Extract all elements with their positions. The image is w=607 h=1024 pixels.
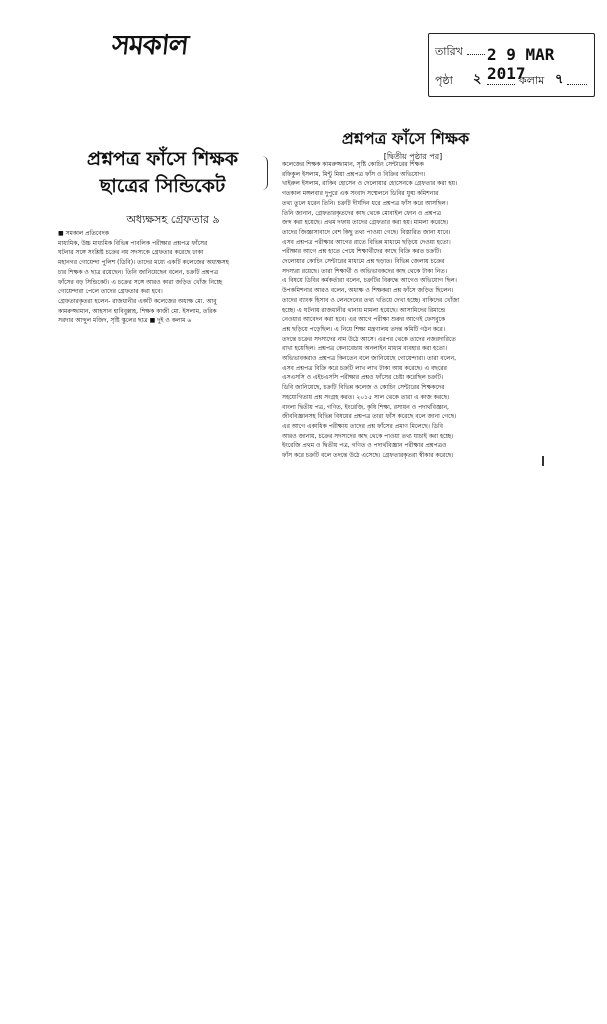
body-line: পরীক্ষার আগে প্রশ্ন হাতে পেয়ে শিক্ষার্থীদের কাছে বিক্রি করত চক্রটি। — [282, 248, 442, 256]
body-line: তাদের ব্যাংক হিসাব ও লেনদেনের তথ্য খতিয়ে দেখা হচ্ছে। বাকিদের খোঁজা — [282, 296, 460, 304]
body-line: তিনি জানান, গ্রেফতারকৃতদের কাছ থেকে মোবাইল ফোন ও প্রশ্নপত্র — [282, 209, 442, 217]
body-line: বাংলা দ্বিতীয় পত্র, গণিত, ইংরেজি, কৃষি শিক্ষা, রসায়ন ও পদার্থবিজ্ঞান, — [282, 403, 449, 411]
body-line: উপকমিশনার আরও বলেন, অধ্যক্ষ ও শিক্ষকরা প্রশ্ন ফাঁসে জড়িত ছিলেন। — [282, 287, 454, 295]
body-line: আরও জানায়, চক্রের সদস্যদের কাছ থেকে পাওয়া তথ্য যাচাই করা হচ্ছে। — [282, 432, 454, 440]
body-line: খাইরুল ইসলাম, রাকিব হোসেন ও দেলোয়ার হোসেনকে গ্রেফতার করা হয়। — [282, 180, 458, 188]
body-line: তাদের জিজ্ঞাসাবাদে বেশ কিছু তথ্য পাওয়া গেছে। বিস্তারিত জানা যাবে। — [282, 228, 451, 236]
body-line: ফাঁসের বড় সিন্ডিকেট। এ চক্রের সঙ্গে আরও কারা জড়িত খোঁজ নিচ্ছে — [58, 278, 223, 286]
body-line: জব্দ করা হয়েছে। প্রথম দফায় তাদের গ্রেফতার করা হয়। মামলা করেছে। — [282, 219, 449, 227]
left-headline-line1: প্রশ্নপত্র ফাঁসে শিক্ষক — [86, 148, 239, 170]
right-headline: প্রশ্নপত্র ফাঁসে শিক্ষক — [341, 129, 470, 148]
body-line: এসব প্রশ্নপত্র পরীক্ষার আগের রাতে বিভিন্ন মাধ্যমে ছড়িয়ে দেওয়া হতো। — [282, 238, 451, 246]
body-line: দেলোয়ার কোচিং সেন্টারের মাধ্যমে প্রশ্ন ছড়াত। বিভিন্ন জেলায় চক্রের — [282, 258, 445, 266]
body-line: সরদার আব্দুল মজিদ, সৃষ্টি স্কুলের ছাত্র ■ দুই ও কলাম ৬ — [58, 317, 192, 325]
left-headline-line2: ছাত্রের সিন্ডিকেট — [99, 175, 226, 197]
body-line: সহযোগিতায় প্রশ্ন সংগ্রহ করত। ২০১৫ সাল থেকে তারা এ কাজ করছে। — [282, 393, 450, 401]
left-article-body — [58, 229, 270, 326]
stamp-column-value: ৭ — [555, 72, 564, 87]
body-line: মাধ্যমিক, উচ্চ মাধ্যমিক বিভিন্ন পাবলিক পরীক্ষার প্রশ্নপত্র ফাঁসের — [58, 239, 208, 247]
stamp-page-value: ২ — [473, 72, 482, 87]
stamp-date-label: তারিখ — [435, 45, 463, 58]
body-line: ঘটনার সঙ্গে সংশ্লিষ্ট চক্রের নয় সদস্যকে গ্রেফতার করেছে ঢাকা — [58, 249, 204, 257]
body-line: তদন্তে চক্রের সদস্যদের নাম উঠে আসে। এরপর থেকে তাদের নজরদারিতে — [282, 335, 456, 343]
body-line: মহানগর গোয়েন্দা পুলিশ (ডিবি)। তাদের মধ্যে একটি কলেজের অধ্যক্ষসহ — [58, 259, 229, 267]
body-line: এসএসসি ও এইচএসসি পরীক্ষার প্রশ্নও ফাঁসের চেষ্টা করেছিল চক্রটি। — [282, 374, 444, 382]
right-continued-label: [দ্বিতীয় পৃষ্ঠার পর] — [383, 152, 443, 161]
stamp-page-label: পৃষ্ঠা — [435, 74, 453, 87]
body-line: ডিবি জানিয়েছে, চক্রটি বিভিন্ন কলেজ ও কোচিং সেন্টারের শিক্ষকদের — [282, 384, 445, 392]
newspaper-masthead: সমকাল — [110, 30, 190, 61]
body-line: গতকাল মঙ্গলবার দুপুরে এক সংবাদ সম্মেলনে ডিবির যুগ্ম কমিশনার — [282, 190, 439, 198]
margin-mark — [542, 456, 544, 466]
body-line: এসব প্রশ্নপত্র বিক্রি করে চক্রটি লাখ লাখ টাকা আয় করেছে। এ বছরের — [282, 364, 447, 372]
left-headline — [60, 146, 265, 200]
stamp-dotted-line — [487, 84, 515, 85]
stamp-dotted-line — [567, 84, 587, 85]
body-line: চার শিক্ষক ও ছাত্র রয়েছেন। তিনি জানিয়েছেন বলেন, চক্রটি প্রশ্নপত্র — [58, 268, 219, 276]
left-subheadline: অধ্যক্ষসহ গ্রেফতার ৯ — [126, 213, 220, 226]
body-line: ফাঁস করে চক্রটি বলে তদন্তে উঠে এসেছে। গ্রেফতারকৃতরা স্বীকার করেছে। — [282, 452, 454, 460]
body-line: ইংরেজি প্রথম ও দ্বিতীয় পত্র, গণিত ও পদার্থবিজ্ঞান পরীক্ষার প্রশ্নপত্রও — [282, 442, 447, 450]
right-article-body — [282, 160, 514, 461]
headline-bracket-mark — [262, 156, 268, 190]
body-line: গোয়েন্দারা পেলে তাদের গ্রেফতার করা হবে। — [58, 288, 163, 296]
stamp-date-value: 2 9 MAR 2017 — [487, 45, 555, 83]
body-line: গ্রেফতারকৃতরা হলেন- রাজধানীর একটি কলেজের অধ্যক্ষ মো. আবু — [58, 297, 217, 305]
body-line: কলেজের শিক্ষক কামরুজ্জামান, সৃষ্টি কোচিং সেন্টারের শিক্ষক — [282, 161, 424, 168]
body-line: কামরুজ্জামান, আহসান হাবিবুল্লাহ, শিক্ষক কাজী মো. ইসলাম, তরিক — [58, 307, 217, 315]
body-line: অভিভাবকরাও প্রশ্নপত্র কিনতেন বলে জানিয়েছে গোয়েন্দারা। তারা বলেন, — [282, 355, 457, 363]
body-line: তথ্য তুলে ধরেন তিনি। চক্রটি দীর্ঘদিন ধরে প্রশ্নপত্র ফাঁস করে আসছিল। — [282, 199, 448, 207]
body-line: জীববিজ্ঞানসহ বিভিন্ন বিষয়ের প্রশ্নপত্র তারা ফাঁস করেছে বলে জানা গেছে। — [282, 413, 457, 421]
body-line: ■ সমকাল প্রতিবেদক — [58, 230, 109, 237]
body-line: রাখা হয়েছিল। প্রশ্নপত্র কেনাবেচায় অনলাইন মাধ্যম ব্যবহার করা হতো। — [282, 345, 447, 353]
body-line: এর আগে একাধিক পরীক্ষায় তাদের প্রশ্ন ফাঁসের প্রমাণ মিলেছে। ডিবি — [282, 422, 444, 430]
stamp-dotted-line — [467, 54, 485, 55]
body-line: নেওয়ার আবেদন করা হবে। এর আগে পরীক্ষা শুরুর আগেই ফেসবুকে — [282, 316, 446, 324]
body-line: রফিকুল ইসলাম, মিন্টু মিয়া প্রশ্নপত্র ফাঁস ও বিক্রির অভিযোগ। — [282, 170, 426, 178]
body-line: প্রশ্ন ছড়িয়ে পড়েছিল। এ নিয়ে শিক্ষা মন্ত্রণালয় তদন্ত কমিটি গঠন করে। — [282, 325, 445, 333]
body-line: সদস্যরা রয়েছে। তারা শিক্ষার্থী ও অভিভাবকদের কাছ থেকে টাকা নিত। — [282, 267, 448, 275]
stamp-column-label: কলাম — [519, 74, 545, 87]
body-line: এ বিষয়ে ডিবির কর্মকর্তারা বলেন, চক্রটির বিরুদ্ধে আগেও অভিযোগ ছিল। — [282, 277, 457, 285]
body-line: হচ্ছে। এ ঘটনায় রাজধানীর থানায় মামলা হয়েছে। আসামিদের রিমান্ডে — [282, 306, 446, 314]
clipping-stamp — [428, 33, 595, 97]
